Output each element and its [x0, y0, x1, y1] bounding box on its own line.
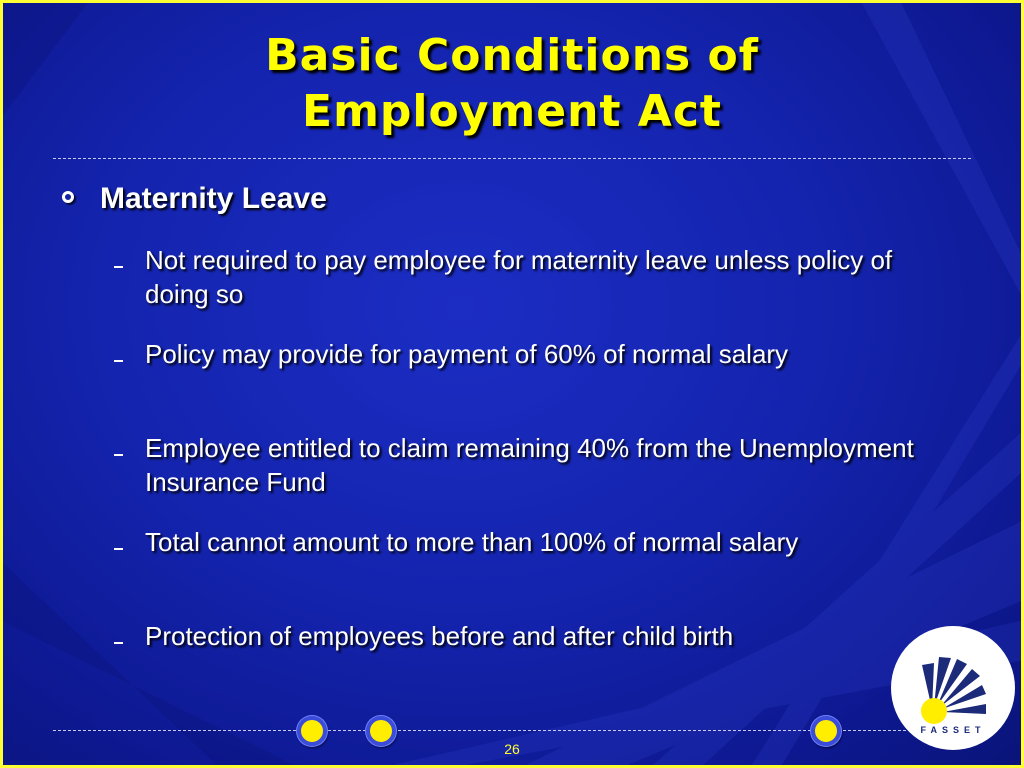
dash-bullet-icon — [114, 266, 123, 268]
slide-title-line-1: Basic Conditions of — [265, 30, 759, 81]
page-number: 26 — [504, 741, 520, 757]
frame-top — [0, 0, 1024, 3]
sub-bullet-item: Policy may provide for payment of 60% of normal salary — [145, 339, 789, 369]
dash-bullet-icon — [114, 360, 123, 362]
bullet-circle-icon — [62, 191, 74, 203]
sub-bullet-item: Employee entitled to claim remaining 40% from the Unemployment Insurance Fund — [145, 433, 914, 497]
dash-bullet-icon — [114, 454, 123, 456]
slide-title — [0, 28, 1024, 140]
title-divider — [53, 158, 971, 159]
sub-bullet-item: Not required to pay employee for maternity leave unless policy of doing so — [145, 245, 893, 309]
dash-bullet-icon — [114, 548, 123, 550]
sub-bullet-item: Total cannot amount to more than 100% of normal salary — [145, 527, 799, 557]
slide-title-line-2: Employment Act — [302, 86, 722, 137]
bullet-heading: Maternity Leave — [100, 182, 327, 215]
sub-bullet-item: Protection of employees before and after child birth — [145, 621, 734, 651]
dash-bullet-icon — [114, 642, 123, 644]
logo-text: FASSET — [920, 725, 986, 735]
